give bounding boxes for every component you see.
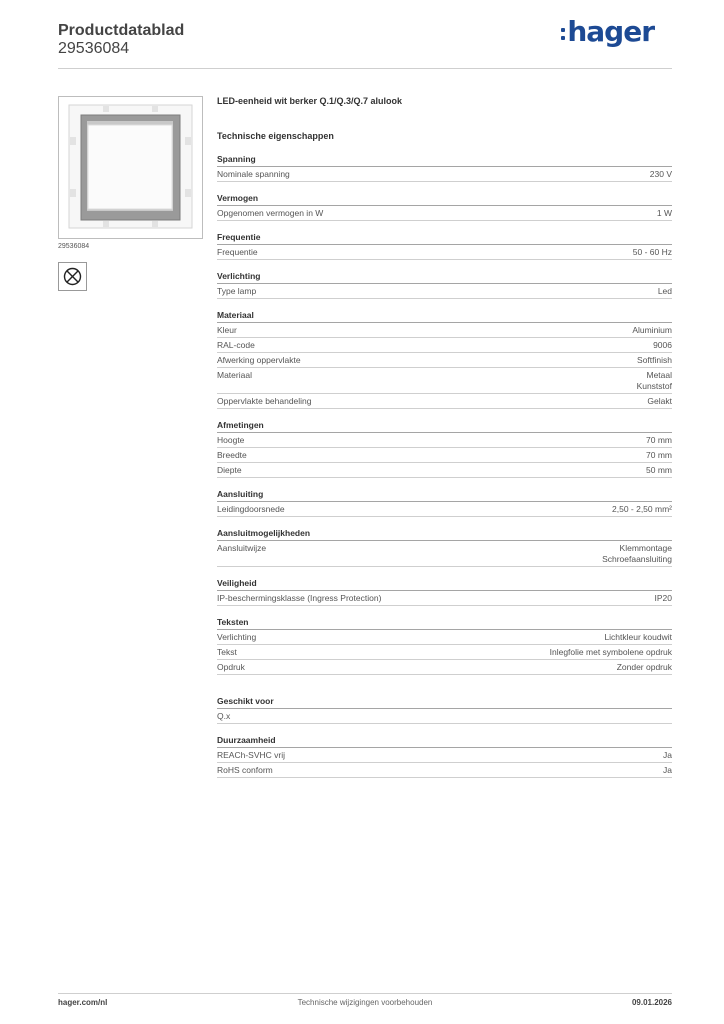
- section-title: Materiaal: [217, 309, 672, 323]
- spec-row: [217, 206, 672, 221]
- spec-section: [217, 695, 672, 724]
- spec-label: Kleur: [217, 325, 237, 335]
- spec-label: Opgenomen vermogen in W: [217, 208, 324, 218]
- spec-section: [217, 270, 672, 299]
- spec-label: Tekst: [217, 647, 237, 657]
- spec-section: [217, 192, 672, 221]
- spec-row: [217, 463, 672, 478]
- section-title: Geschikt voor: [217, 695, 672, 709]
- spec-value-line: Ja: [663, 750, 672, 760]
- spec-value-line: Aluminium: [632, 325, 672, 335]
- header-divider: [58, 68, 672, 69]
- section-title: Vermogen: [217, 192, 672, 206]
- document-number: 29536084: [58, 40, 130, 57]
- section-title: Spanning: [217, 153, 672, 167]
- section-title: Teksten: [217, 616, 672, 630]
- spec-section: [217, 309, 672, 409]
- spec-row: [217, 433, 672, 448]
- spec-value-line: 2,50 - 2,50 mm²: [612, 504, 672, 514]
- spec-row: [217, 748, 672, 763]
- section-title: Aansluiting: [217, 488, 672, 502]
- spec-value: [633, 247, 672, 258]
- spec-value: [632, 325, 672, 336]
- spec-value: [657, 208, 672, 219]
- section-title: Frequentie: [217, 231, 672, 245]
- spec-label: Leidingdoorsnede: [217, 504, 285, 514]
- spec-value-line: 70 mm: [646, 435, 672, 445]
- spec-content: [217, 94, 672, 778]
- spec-value-line: 70 mm: [646, 450, 672, 460]
- spec-section: [217, 616, 672, 675]
- section-title: Verlichting: [217, 270, 672, 284]
- spec-label: Oppervlakte behandeling: [217, 396, 312, 406]
- spec-section: [217, 734, 672, 778]
- spec-label: Diepte: [217, 465, 242, 475]
- spec-value-line: Ja: [663, 765, 672, 775]
- spec-value-line: Led: [657, 286, 672, 296]
- spec-row: [217, 448, 672, 463]
- spec-value-line: Klemmontage: [619, 543, 672, 553]
- spec-value: [602, 543, 672, 565]
- spec-section: [217, 527, 672, 567]
- section-title: Duurzaamheid: [217, 734, 672, 748]
- spec-section: [217, 153, 672, 182]
- spec-row: [217, 645, 672, 660]
- spec-row: [217, 167, 672, 182]
- spec-value-line: IP20: [654, 593, 672, 603]
- spec-value-line: Kunststof: [636, 381, 672, 391]
- spec-row: [217, 284, 672, 299]
- product-photo: [59, 97, 202, 238]
- spec-row: [217, 353, 672, 368]
- spec-value: [612, 504, 672, 515]
- lamp-symbol-icon: [58, 262, 87, 291]
- footer-divider: [58, 993, 672, 994]
- spec-value: [617, 662, 672, 673]
- spec-label: RoHS conform: [217, 765, 273, 775]
- spec-value-line: 230 V: [649, 169, 672, 179]
- spec-value-line: Inlegfolie met symbolene opdruk: [549, 647, 672, 657]
- spec-value: [663, 765, 672, 776]
- spec-value-line: Softfinish: [637, 355, 672, 365]
- spec-value: [646, 435, 672, 446]
- section-title: Veiligheid: [217, 577, 672, 591]
- spec-row: [217, 502, 672, 517]
- footer-date: 09.01.2026: [631, 998, 672, 1007]
- spec-value-line: Schroefaansluiting: [602, 554, 672, 564]
- spec-row: [217, 323, 672, 338]
- spec-row: [217, 245, 672, 260]
- spec-label: REACh-SVHC vrij: [217, 750, 286, 760]
- spec-value: [653, 340, 672, 351]
- spec-value: [650, 169, 672, 180]
- spec-value-line: 50 mm: [646, 465, 672, 475]
- spec-section: [217, 577, 672, 606]
- logo-text: hager: [567, 15, 654, 48]
- spec-row: [217, 660, 672, 675]
- document-title: Productdatablad: [58, 22, 185, 39]
- image-caption: 29536084: [58, 243, 90, 250]
- footer-website: hager.com/nl: [58, 998, 108, 1007]
- spec-label: Q.x: [217, 711, 231, 721]
- spec-row: [217, 630, 672, 645]
- footer-disclaimer: Technische wijzigingen voorbehouden: [297, 998, 433, 1007]
- product-image: [58, 96, 203, 239]
- spec-label: Aansluitwijze: [217, 543, 267, 553]
- spec-label: Afwerking oppervlakte: [217, 355, 301, 365]
- spec-label: Frequentie: [217, 247, 258, 257]
- spec-row: [217, 591, 672, 606]
- spec-value-line: Gelakt: [647, 396, 672, 406]
- spec-value: [646, 465, 672, 476]
- spec-value: [637, 355, 672, 366]
- spec-value: [604, 632, 672, 643]
- product-name: LED-eenheid wit berker Q.1/Q.3/Q.7 alulook: [217, 96, 403, 106]
- spec-value: [655, 593, 673, 604]
- spec-row: [217, 338, 672, 353]
- spec-label: Hoogte: [217, 435, 245, 445]
- spec-row: [217, 763, 672, 778]
- spec-value-line: Lichtkleur koudwit: [604, 632, 672, 642]
- spec-value-line: 1 W: [656, 208, 672, 218]
- spec-label: Verlichting: [217, 632, 257, 642]
- spec-value-line: 9006: [653, 340, 672, 350]
- spec-label: Type lamp: [217, 286, 257, 296]
- spec-label: Breedte: [217, 450, 247, 460]
- spec-value-line: Metaal: [646, 370, 672, 380]
- spec-sections: [217, 153, 672, 778]
- spec-row: [217, 541, 672, 567]
- spec-section: [217, 419, 672, 478]
- spec-row: [217, 368, 672, 394]
- spec-label: Materiaal: [217, 370, 252, 380]
- spec-row: [217, 709, 672, 724]
- section-title: Afmetingen: [217, 419, 672, 433]
- hager-logo: [561, 17, 654, 47]
- spec-label: IP-beschermingsklasse (Ingress Protection): [217, 593, 382, 603]
- spec-value-line: 50 - 60 Hz: [632, 247, 672, 257]
- spec-row: [217, 394, 672, 409]
- spec-label: Nominale spanning: [217, 169, 290, 179]
- spec-value: [637, 370, 672, 392]
- spec-value: [658, 286, 672, 297]
- spec-value: [647, 396, 672, 407]
- spec-value: [646, 450, 672, 461]
- spec-value: [663, 750, 672, 761]
- spec-value: [550, 647, 672, 658]
- spec-label: RAL-code: [217, 340, 255, 350]
- spec-label: Opdruk: [217, 662, 245, 672]
- spec-section: [217, 231, 672, 260]
- spec-value-line: Zonder opdruk: [616, 662, 672, 672]
- section-title: Aansluitmogelijkheden: [217, 527, 672, 541]
- tech-properties-title: Technische eigenschappen: [217, 131, 334, 141]
- logo-dots-icon: [561, 28, 565, 40]
- spec-section: [217, 488, 672, 517]
